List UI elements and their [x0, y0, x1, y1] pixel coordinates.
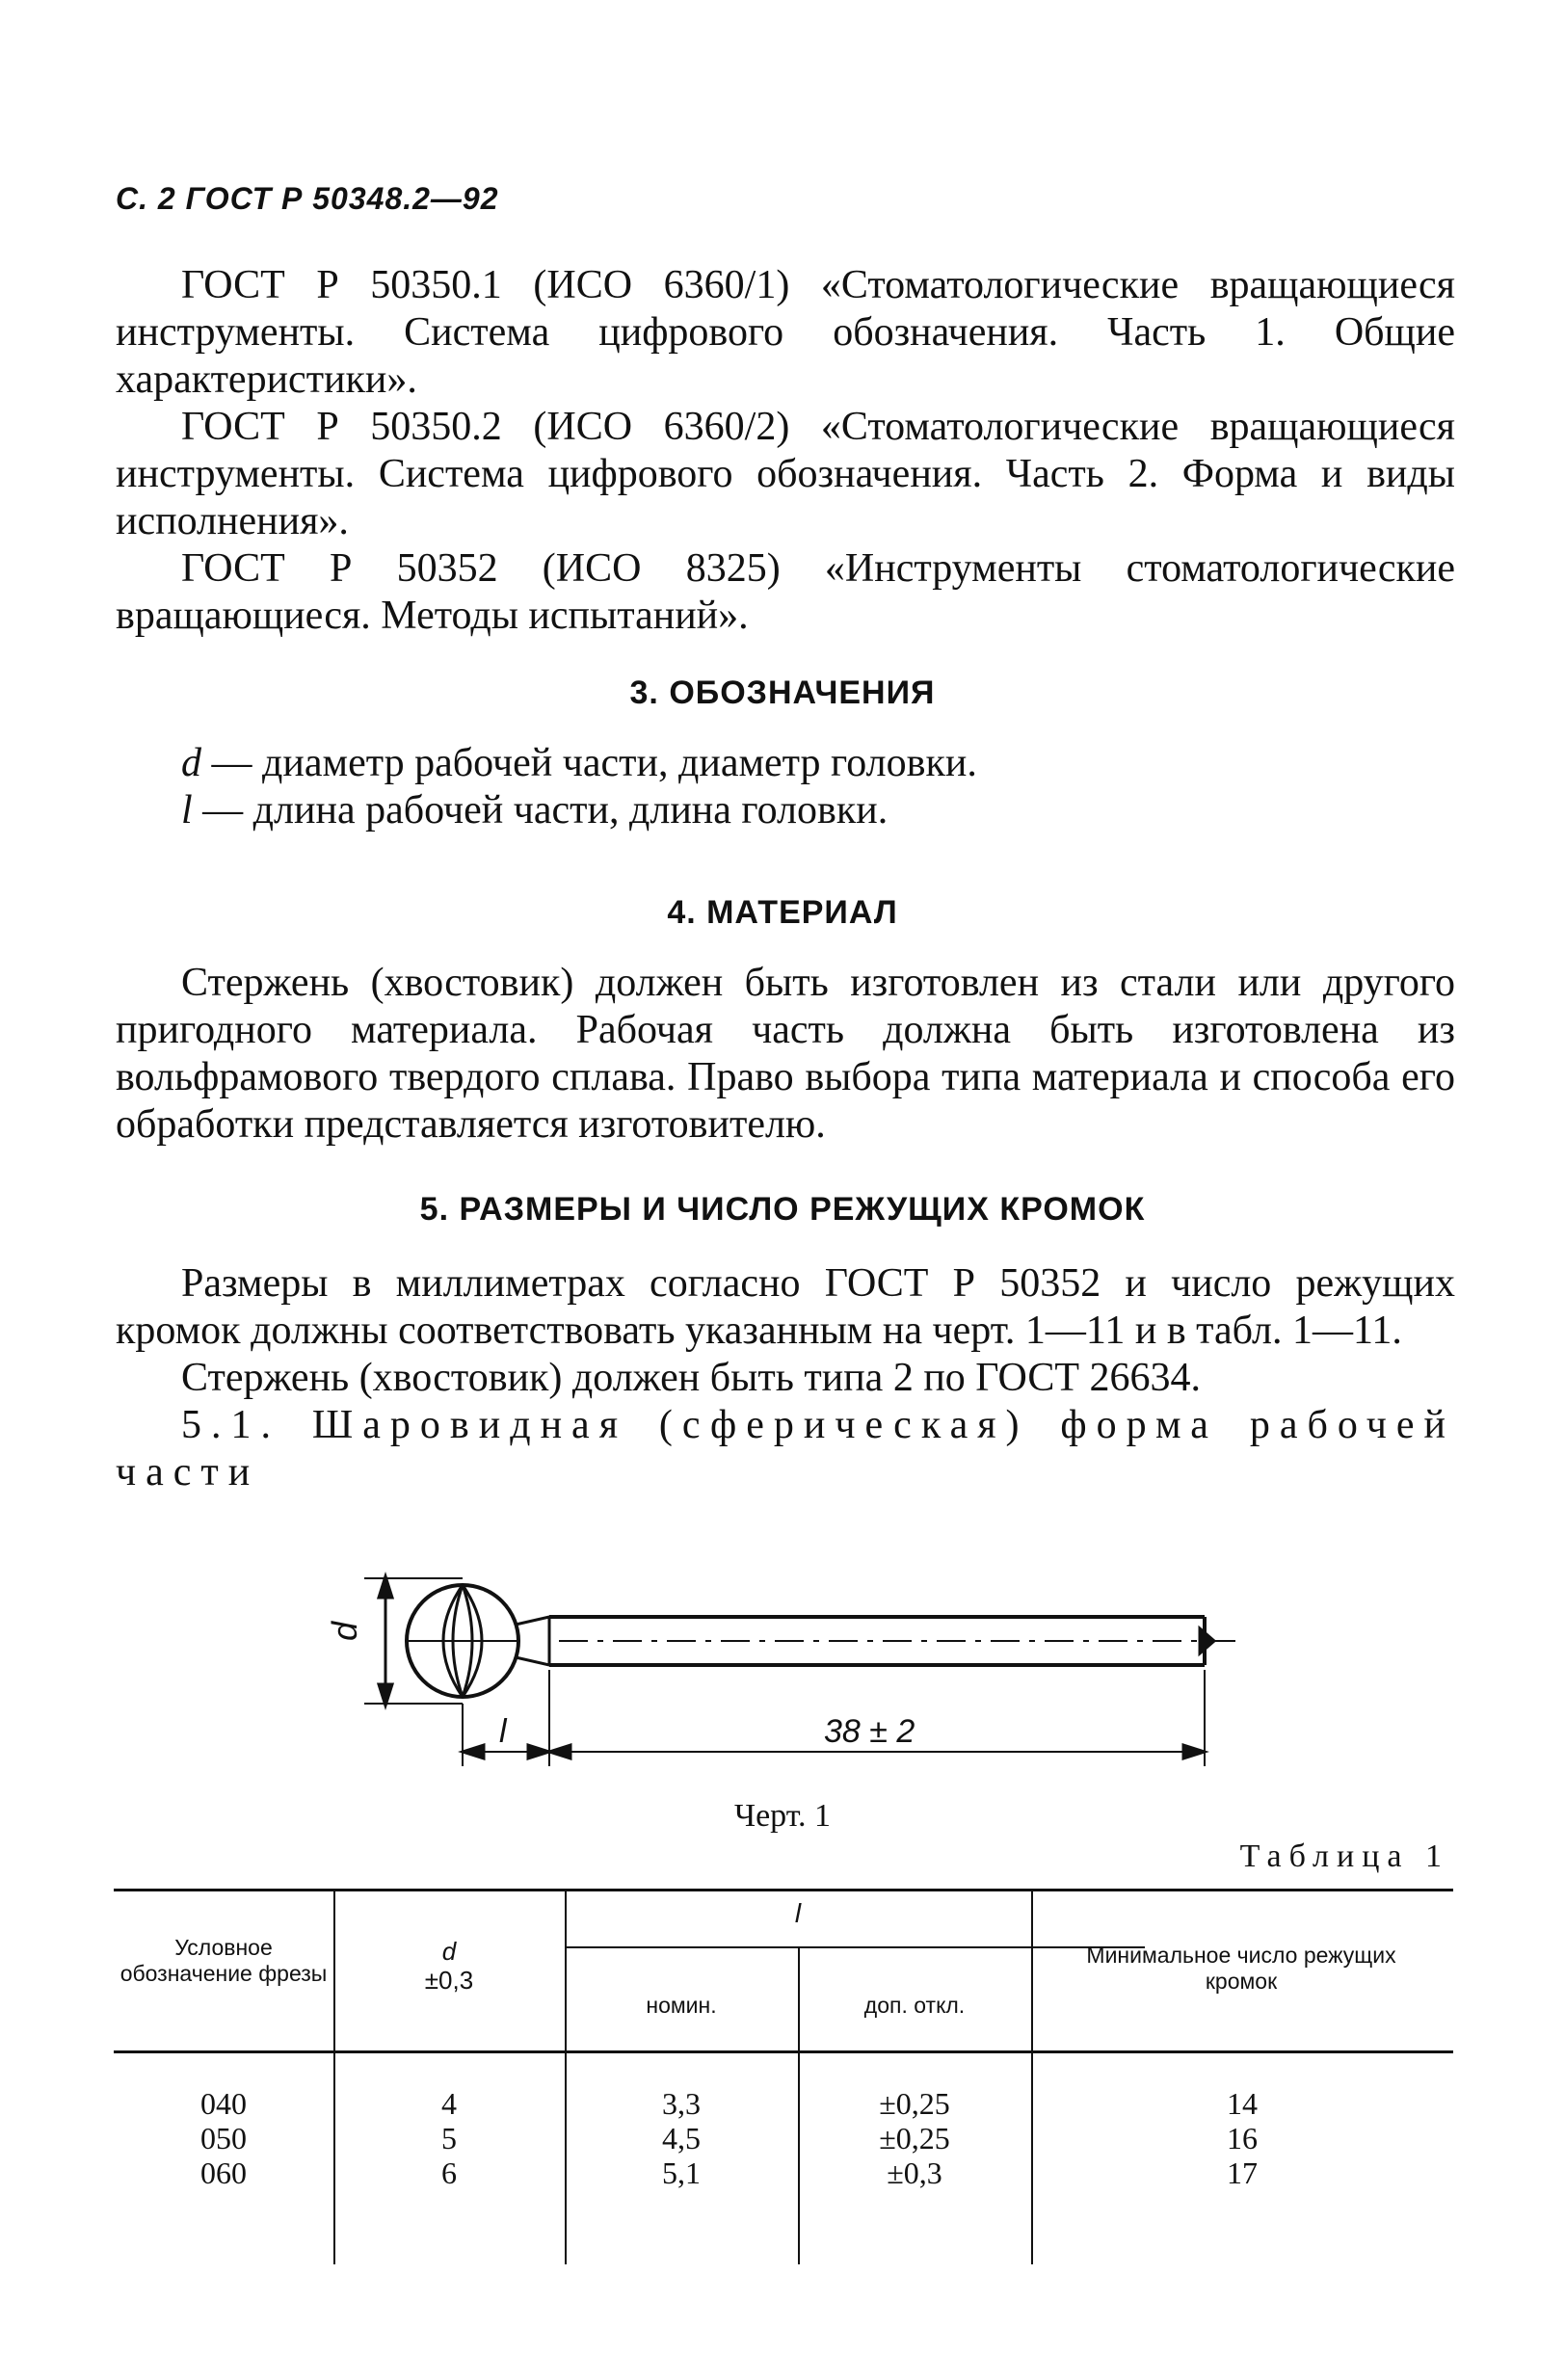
label-l: l	[499, 1713, 507, 1750]
section-heading-4: 4. МАТЕРИАЛ	[667, 894, 898, 931]
reference-item: ГОСТ Р 50350.2 (ИСО 6360/2) «Стоматологические вращающиеся инструменты. Система цифрового обозначения. Часть 2. Форма и виды исполнения».	[116, 405, 1455, 543]
table-header-rule	[114, 2050, 1453, 2053]
cell-l-nom: 4,5	[662, 2121, 701, 2155]
cell-l-tol: ±0,25	[879, 2086, 950, 2121]
table-top-rule	[114, 1889, 1453, 1891]
cell-edges: 16	[1227, 2121, 1258, 2155]
cell-l-tol: ±0,3	[887, 2155, 942, 2190]
symbol-d: d	[181, 741, 201, 785]
cell-l-nom: 3,3	[662, 2086, 701, 2121]
definition-text: — длина рабочей части, длина головки.	[192, 788, 889, 833]
header-edges: Минимальное число режущих кромок	[1086, 1943, 1396, 1994]
table-title: Таблица 1	[1239, 1838, 1449, 1874]
cell-edges: 14	[1227, 2086, 1258, 2121]
header-l: l	[794, 1898, 802, 1928]
label-d: d	[325, 1621, 364, 1641]
dimensions-block	[116, 1260, 1455, 1496]
dim-length-arrow-left	[549, 1745, 570, 1759]
bur-neck	[516, 1617, 549, 1665]
cell-l-nom: 5,1	[662, 2155, 701, 2190]
reference-item: ГОСТ Р 50350.1 (ИСО 6360/1) «Стоматологические вращающиеся инструменты. Система цифрового обозначения. Часть 1. Общие характеристики».	[116, 263, 1455, 402]
section-heading-5: 5. РАЗМЕРЫ И ЧИСЛО РЕЖУЩИХ КРОМОК	[419, 1191, 1146, 1228]
shank-text: Стержень (хвостовик) должен быть типа 2 по ГОСТ 26634.	[181, 1356, 1202, 1400]
header-l-nom: номин.	[646, 1993, 717, 2018]
page-header: С. 2 ГОСТ Р 50348.2—92	[116, 181, 499, 216]
dim-length-arrow-right	[1183, 1745, 1205, 1759]
cell-designation: 040	[200, 2086, 247, 2121]
cell-designation: 060	[200, 2155, 247, 2190]
dim-d-arrow-bottom	[379, 1684, 392, 1706]
table-l-subrule	[567, 1946, 1145, 1948]
cell-d: 4	[441, 2086, 457, 2121]
cell-designation: 050	[200, 2121, 247, 2155]
bur-drawing	[318, 1559, 1262, 1790]
cell-d: 5	[441, 2121, 457, 2155]
header-l-tol: доп. откл.	[863, 1993, 966, 2018]
definitions-block	[116, 740, 1455, 834]
symbol-l: l	[181, 788, 193, 833]
cell-d: 6	[441, 2155, 457, 2190]
subsection-5-1-title: 5.1. Шаровидная (сферическая) форма рабочей части	[116, 1403, 1455, 1494]
cell-edges: 17	[1227, 2155, 1258, 2190]
figure-caption: Черт. 1	[733, 1798, 832, 1834]
header-d: d	[441, 1937, 457, 1966]
material-text: Стержень (хвостовик) должен быть изготовлен из стали или другого пригодного материала. Рабочая часть должна быть изготовлена из вольфрамового твердого сплава. Право выбора типа материала и способа его обработки представляется изготовителю.	[116, 961, 1455, 1147]
material-block	[116, 960, 1455, 1149]
section-heading-3: 3. ОБОЗНАЧЕНИЯ	[629, 674, 936, 711]
definition-d	[116, 740, 1455, 787]
references-block	[116, 262, 1455, 640]
table-1	[114, 1889, 1453, 2264]
definition-l	[116, 787, 1455, 834]
table-vline	[1031, 1889, 1033, 2264]
table-vline	[565, 1889, 567, 2264]
cell-l-tol: ±0,25	[879, 2121, 950, 2155]
reference-item: ГОСТ Р 50352 (ИСО 8325) «Инструменты стоматологические вращающиеся. Методы испытаний».	[116, 546, 1455, 638]
header-d-tol: ±0,3	[424, 1966, 474, 1995]
dimensions-text: Размеры в миллиметрах согласно ГОСТ Р 50352 и число режущих кромок должны соответствовать указанным на черт. 1—11 и в табл. 1—11.	[116, 1261, 1455, 1353]
dim-d-arrow-top	[379, 1576, 392, 1598]
dim-l-arrow-left	[463, 1745, 484, 1759]
label-length: 38 ± 2	[824, 1713, 915, 1750]
definition-text: — диаметр рабочей части, диаметр головки.	[201, 741, 977, 785]
bur-drawing-svg	[318, 1559, 1262, 1790]
header-designation: Условное обозначение фрезы	[119, 1935, 328, 1986]
